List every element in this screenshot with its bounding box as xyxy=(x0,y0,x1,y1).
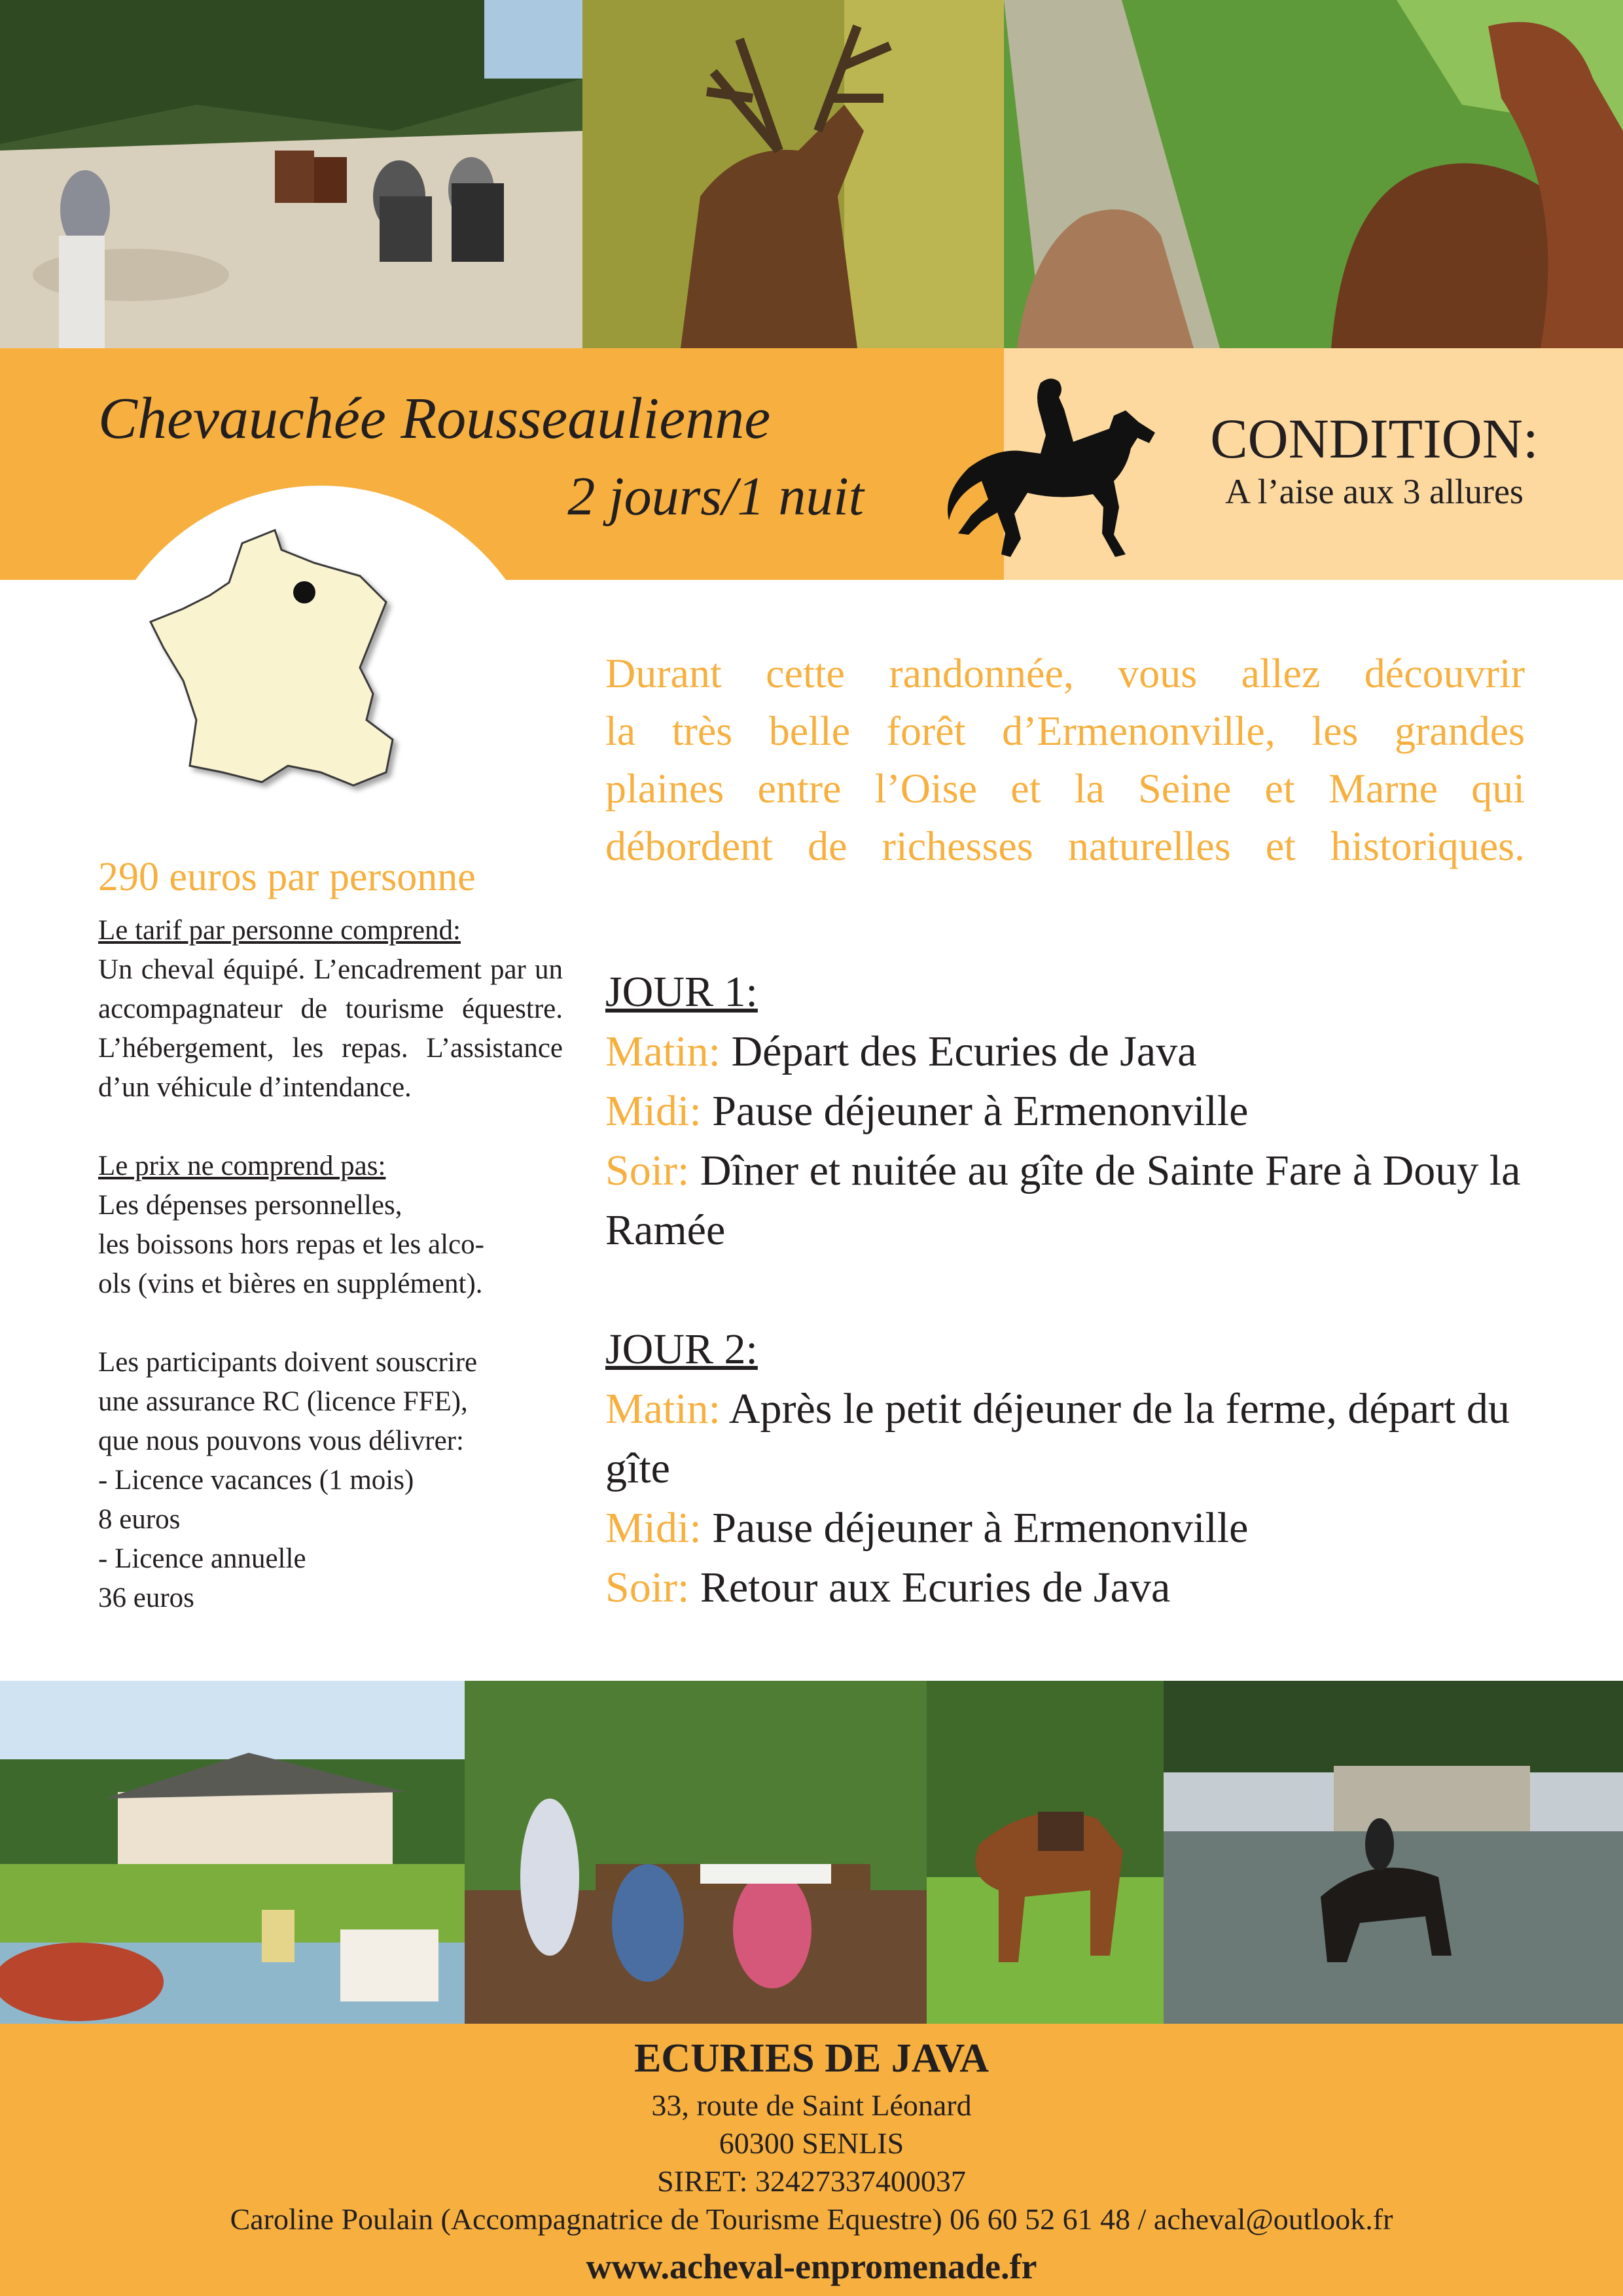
time-label: Midi: xyxy=(605,1504,702,1552)
insurance-line: - Licence vacances (1 mois) xyxy=(98,1465,414,1496)
description-line: débordent de richesses naturelles et historiques. xyxy=(605,823,1525,869)
description-line: la très belle forêt d’Ermenonville, les grandes xyxy=(605,708,1525,754)
itinerary-item xyxy=(605,1022,1554,1081)
page-title: Chevauchée Rousseaulienne xyxy=(98,386,771,451)
condition-title: CONDITION: xyxy=(1210,407,1539,470)
itinerary xyxy=(605,962,1554,1617)
insurance-line: une assurance RC (licence FFE), xyxy=(98,1386,468,1417)
price: 290 euros par personne xyxy=(98,855,476,899)
activity-text: Après le petit déjeuner de la ferme, départ du gîte xyxy=(605,1385,1510,1492)
insurance-line: 8 euros xyxy=(98,1504,181,1535)
activity-text: Retour aux Ecuries de Java xyxy=(700,1564,1171,1611)
photo-deer xyxy=(582,0,1004,348)
location-dot-icon xyxy=(293,581,315,603)
photo-forest-riders xyxy=(0,0,582,348)
insurance-line: - Licence annuelle xyxy=(98,1543,306,1574)
photo-picnic xyxy=(465,1681,927,2024)
excludes-line: Les dépenses personnelles, xyxy=(98,1190,402,1221)
time-label: Midi: xyxy=(605,1087,702,1135)
time-label: Soir: xyxy=(605,1147,690,1194)
itinerary-item xyxy=(605,1379,1554,1498)
time-label: Matin: xyxy=(605,1385,721,1433)
company-name: ECURIES DE JAVA xyxy=(633,2036,990,2081)
photo-river-crossing xyxy=(1164,1681,1623,2024)
itinerary-item xyxy=(605,1558,1554,1617)
activity-text: Dîner et nuitée au gîte de Sainte Fare à Douy la Ramée xyxy=(605,1147,1521,1254)
duration-subtitle: 2 jours/1 nuit xyxy=(567,466,864,527)
excludes-line: ols (vins et bières en supplément). xyxy=(98,1268,483,1299)
itinerary-item xyxy=(605,1141,1554,1260)
day-title: JOUR 1: xyxy=(605,968,758,1016)
description xyxy=(605,645,1525,875)
insurance-line: 36 euros xyxy=(98,1583,194,1613)
address-line-1: 33, route de Saint Léonard xyxy=(651,2089,972,2122)
itinerary-item xyxy=(605,1081,1554,1141)
excludes-title: Le prix ne comprend pas: xyxy=(98,1151,386,1181)
photo-horses-trail xyxy=(1004,0,1623,348)
time-label: Matin: xyxy=(605,1028,721,1075)
address-line-2: 60300 SENLIS xyxy=(719,2126,904,2160)
activity-text: Pause déjeuner à Ermenonville xyxy=(712,1087,1249,1135)
photo-grazing-horse xyxy=(927,1681,1164,2024)
itinerary-item xyxy=(605,1498,1554,1558)
condition-text: A l’aise aux 3 allures xyxy=(1225,472,1524,511)
contact-line: Caroline Poulain (Accompagnatrice de Tourisme Equestre) 06 60 52 61 48 / acheval@outlook.fr xyxy=(230,2202,1393,2236)
photo-farm-apples xyxy=(0,1681,465,2024)
pricing-details xyxy=(98,911,563,1618)
insurance-line: que nous pouvons vous délivrer: xyxy=(98,1426,464,1456)
includes-title: Le tarif par personne comprend: xyxy=(98,915,461,946)
description-line: plaines entre l’Oise et la Seine et Marne qui xyxy=(605,765,1525,812)
siret: SIRET: 32427337400037 xyxy=(657,2164,966,2198)
includes-text: Un cheval équipé. L’encadrement par un accompagnateur de tourisme équestre. L’hébergement, les repas. L’assistance d’un véhicule d’intendance. xyxy=(98,954,563,1103)
website-link[interactable]: www.acheval-enpromenade.fr xyxy=(586,2247,1037,2286)
activity-text: Départ des Ecuries de Java xyxy=(731,1028,1197,1075)
horse-rider-silhouette-icon xyxy=(942,370,1165,560)
excludes-line: les boissons hors repas et les alco- xyxy=(98,1229,484,1260)
activity-text: Pause déjeuner à Ermenonville xyxy=(712,1504,1249,1552)
time-label: Soir: xyxy=(605,1564,690,1611)
day-title: JOUR 2: xyxy=(605,1325,758,1373)
france-map-icon xyxy=(144,524,419,798)
description-line: Durant cette randonnée, vous allez découvrir xyxy=(605,650,1525,696)
insurance-line: Les participants doivent souscrire xyxy=(98,1347,478,1378)
